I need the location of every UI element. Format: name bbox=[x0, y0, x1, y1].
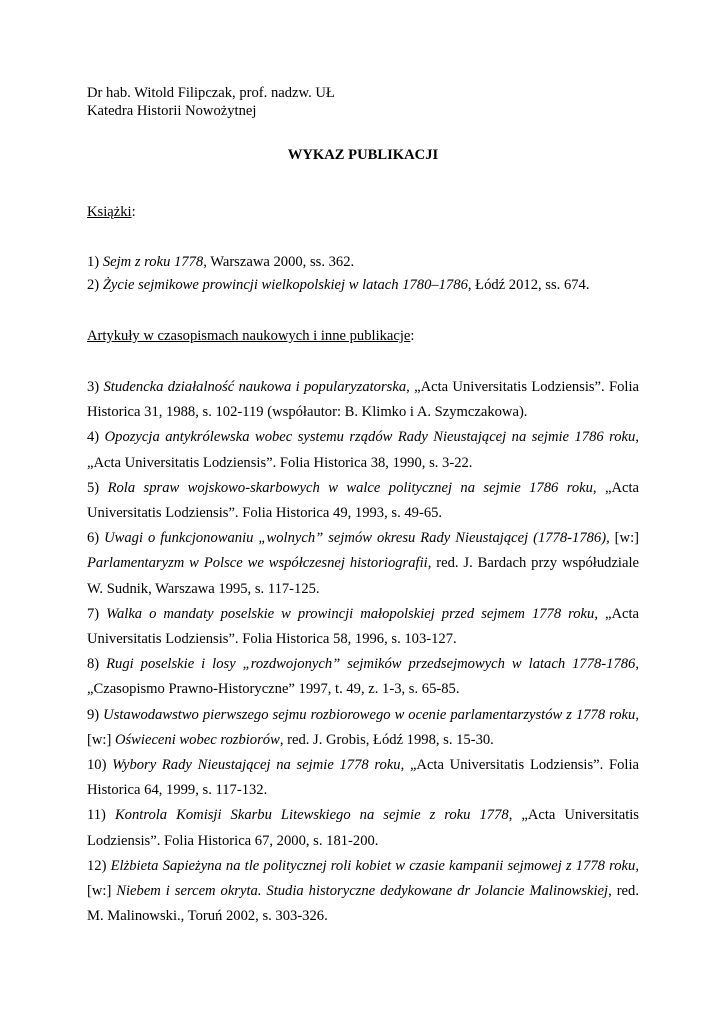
item-in-marker: , [w:] bbox=[606, 530, 639, 547]
list-item bbox=[87, 703, 639, 753]
books-heading-colon: : bbox=[131, 204, 136, 220]
item-number: 6) bbox=[87, 530, 105, 547]
item-collection-title: Parlamentaryzm w Polsce we współczesnej historiografii bbox=[87, 555, 428, 572]
list-item bbox=[87, 375, 639, 425]
item-title: Rugi poselskie i losy „rozdwojonych” sejmików przedsejmowych w latach 1778-1786 bbox=[106, 656, 636, 673]
item-number: 11) bbox=[87, 807, 115, 824]
item-details: , red. J. Bardach przy współudziale W. Sudnik, Warszawa 1995, s. 117-125. bbox=[87, 555, 639, 597]
item-details: , „Czasopismo Prawno-Historyczne” 1997, t. 49, z. 1-3, s. 65-85. bbox=[87, 656, 639, 698]
item-details: , red. J. Grobis, Łódź 1998, s. 15-30. bbox=[279, 731, 494, 748]
item-title: Elżbieta Sapieżyna na tle politycznej roli kobiet w czasie kampanii sejmowej z 1778 roku bbox=[110, 857, 636, 874]
list-item bbox=[87, 753, 639, 803]
document-page bbox=[87, 84, 639, 929]
item-title: Sejm z roku 1778 bbox=[102, 254, 204, 270]
item-title: Ustawodawstwo pierwszego sejmu rozbiorowego w ocenie parlamentarzystów z 1778 roku bbox=[103, 706, 636, 723]
item-number: 4) bbox=[87, 429, 105, 446]
item-details: , Łódź 2012, ss. 674. bbox=[467, 277, 590, 293]
list-item bbox=[87, 425, 639, 475]
list-item bbox=[87, 251, 639, 274]
item-number: 10) bbox=[87, 757, 113, 774]
item-details: , „Acta Universitatis Lodziensis”. Folia Historica 67, 2000, s. 181-200. bbox=[87, 807, 639, 849]
item-number: 9) bbox=[87, 706, 104, 723]
item-title: Studencka działalność naukowa i popularyzatorska bbox=[103, 379, 407, 395]
list-item bbox=[87, 602, 639, 652]
item-title: Życie sejmikowe prowincji wielkopolskiej w latach 1780–1786 bbox=[102, 277, 468, 293]
item-title: Walka o mandaty poselskie w prowincji małopolskiej przed sejmem 1778 roku bbox=[106, 605, 595, 622]
item-number: 8) bbox=[87, 656, 107, 673]
item-title: Wybory Rady Nieustającej na sejmie 1778 roku bbox=[112, 757, 401, 774]
item-in-marker: , [w:] bbox=[87, 857, 639, 900]
item-details: , „Acta Universitatis Lodziensis”. Folia Historica 58, 1996, s. 103-127. bbox=[87, 605, 639, 648]
list-item bbox=[87, 476, 639, 526]
books-heading-text: Książki bbox=[87, 204, 132, 220]
item-details: , „Acta Universitatis Lodziensis”. Folia Historica 64, 1999, s. 117-132. bbox=[87, 757, 639, 799]
articles-list bbox=[87, 375, 639, 929]
list-item bbox=[87, 274, 639, 297]
item-number: 7) bbox=[87, 605, 107, 622]
item-title: Rola spraw wojskowo-skarbowych w walce politycznej na sejmie 1786 roku bbox=[107, 479, 593, 496]
item-number: 12) bbox=[87, 857, 111, 874]
item-title: Kontrola Komisji Skarbu Litewskiego na sejmie z roku 1778 bbox=[114, 807, 509, 824]
articles-heading-colon: : bbox=[410, 328, 415, 344]
item-collection-title: Oświeceni wobec rozbiorów bbox=[114, 731, 280, 748]
item-details: , „Acta Universitatis Lodziensis”. Folia Historica 38, 1990, s. 3-22. bbox=[87, 429, 639, 471]
item-details: , „Acta Universitatis Lodziensis”. Folia Historica 49, 1993, s. 49-65. bbox=[87, 479, 640, 522]
item-collection-title: Niebem i sercem okryta. Studia historyczne dedykowane dr Jolancie Malinowskiej bbox=[116, 883, 609, 900]
document-title: WYKAZ PUBLIKACJI bbox=[287, 147, 439, 163]
books-heading bbox=[87, 203, 639, 221]
author-name: Dr hab. Witold Filipczak, prof. nadzw. UŁ bbox=[87, 85, 335, 101]
item-number: 1) bbox=[87, 254, 103, 270]
author-department: Katedra Historii Nowożytnej bbox=[87, 103, 257, 119]
articles-heading-text: Artykuły w czasopismach naukowych i inne publikacje bbox=[87, 328, 411, 344]
list-item bbox=[87, 854, 639, 930]
item-details: , Warszawa 2000, ss. 362. bbox=[203, 254, 355, 270]
item-title: Opozycja antykrólewska wobec systemu rządów Rady Nieustającej na sejmie 1786 roku bbox=[104, 429, 636, 446]
author-header bbox=[87, 84, 639, 120]
list-item bbox=[87, 652, 639, 702]
list-item bbox=[87, 803, 639, 853]
item-title: Uwagi o funkcjonowaniu „wolnych” sejmów okresu Rady Nieustającej (1778-1786) bbox=[104, 530, 607, 547]
list-item bbox=[87, 526, 639, 602]
item-details: , red. M. Malinowski., Toruń 2002, s. 303-326. bbox=[87, 883, 639, 925]
item-details: , „Acta Universitatis Lodziensis”. Folia Historica 31, 1988, s. 102-119 (współautor: B. Klimko i A. Szymczakowa). bbox=[87, 379, 639, 421]
item-number: 3) bbox=[87, 379, 104, 395]
books-list bbox=[87, 251, 639, 297]
item-number: 2) bbox=[87, 277, 103, 293]
articles-heading bbox=[87, 327, 639, 345]
item-in-marker: , [w:] bbox=[87, 706, 639, 748]
item-number: 5) bbox=[87, 479, 108, 496]
